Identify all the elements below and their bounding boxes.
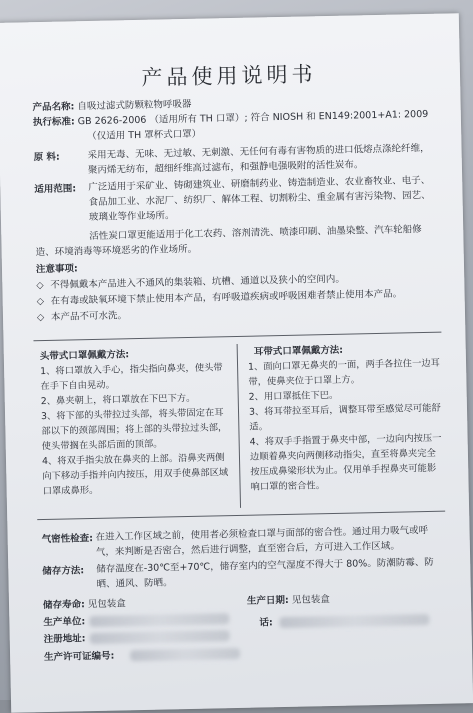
headband-steps: [40, 360, 233, 499]
license-label: 生产许可证编号:: [44, 650, 115, 664]
note-item-2: ◇ 在有毒或缺氧环境下禁止使用本产品，有呼吸道疾病或呼吸困难者禁止使用本产品。: [36, 288, 403, 308]
product-name-value: 自吸过滤式防颗粒物呼吸器: [77, 98, 192, 113]
scope-extra: 活性炭口罩更能适用于化工农药、溶剂清洗、喷漆印刷、油墨染整、汽车轮船修造、环境消毒等环境恶劣的作业场所。: [35, 224, 422, 259]
document-title: 产品使用说明书: [141, 62, 317, 90]
instruction-sheet: [0, 13, 473, 713]
product-name-row: [32, 99, 191, 114]
redacted-address: [90, 630, 230, 644]
redacted-manufacturer: [89, 613, 229, 627]
material-text: 采用无毒、无味、无过敏、无刺激、无任何有毒有害物质的进口低熔点涤纶纤维，聚丙烯无纺布，超细纤维高过滤布，和强静电强吸附的活性炭布。: [87, 142, 430, 177]
note-item-1: ◇ 不得佩戴本产品进入不通风的集装箱、坑槽、通道以及狭小的空间内。: [36, 273, 345, 292]
airtight-text: 在进入工作区域之前，使用者必须检查口罩与面部的密合性。通过用力吸气或呼气，来判断是否密合，然后进行调整，直至密合后，方可进入工作区域。: [95, 524, 429, 558]
storage-text: 储存温度在-30℃至+70℃，储存室内的空气湿度不得大于 80%。防潮防霉、防晒、通风、防晒。: [96, 556, 434, 590]
standard-label: 执行标准:: [32, 116, 75, 129]
phone-label: 话:: [259, 617, 273, 629]
headband-heading: 头带式口罩佩戴方法:: [39, 349, 130, 363]
material-label: 原 料:: [33, 151, 60, 164]
headband-step-1: 1、将口罩放入手心，指尖指向鼻夹，使头带在手下自由晃动。: [40, 362, 223, 393]
shelf-life-label: 储存寿命:: [42, 599, 85, 612]
storage-label: 储存方法:: [42, 565, 85, 578]
airtight-label: 气密性检查:: [41, 533, 94, 546]
diamond-icon: ◇: [36, 279, 44, 292]
notes-heading: 注意事项:: [35, 263, 78, 276]
standard-extra: （仅适用 TH 罩杯式口罩）: [87, 128, 202, 143]
earloop-step-3: 3、将耳带拉至耳后，调整耳带至感觉尽可能舒适。: [248, 402, 441, 433]
scope-text: 广泛适用于采矿业、铸砌建筑业、研磨制药业、铸造制造业、农业畜牧业、电子、食品加工业、水泥厂、纺织厂、解体工程、切割粉尘、重金属有害污染物、园艺、玻璃业等作业场所。: [88, 174, 431, 224]
note-item-3: ◇ 本产品不可水洗。: [36, 310, 128, 324]
shelf-life-row: [43, 598, 126, 612]
earloop-heading: 耳带式口罩佩戴方法:: [253, 344, 344, 358]
production-date-value: 见包装盒: [291, 594, 330, 606]
diamond-icon: ◇: [36, 295, 45, 308]
standard-value: GB 2626-2006 （适用所有 TH 口罩）; 符合 NIOSH 和 EN149:2001+A1: 2009: [77, 108, 429, 128]
address-label: 注册地址:: [43, 633, 86, 646]
redacted-license: [130, 648, 240, 661]
production-date-label: 生产日期:: [246, 594, 289, 607]
earloop-step-2: 2、用口罩抵住下巴。: [248, 389, 339, 403]
earloop-step-4: 4、将双手手指置于鼻夹中部，一边向内按压一边顺着鼻夹向两侧移动指尖，直至将鼻夹完全按压成鼻梁形状为止。仅用单手捏鼻夹可能影响口罩的密合性。: [249, 432, 442, 493]
production-date-row: [247, 594, 330, 608]
scope-label: 适用范围:: [34, 183, 77, 196]
redacted-phone: [279, 614, 429, 628]
headband-step-4: 4、将双手指尖放在鼻夹的上部。沿鼻夹两侧向下移动手指并向内按压，用双手使鼻部区域口罩成鼻形。: [41, 452, 229, 498]
manufacturer-label: 生产单位:: [43, 616, 86, 629]
headband-step-2: 2、鼻夹朝上，将口罩放在下巴下方。: [40, 392, 196, 408]
headband-step-3: 3、将下部的头带拉过头部，将头带固定在耳部以下的颈部周围；将上部的头带拉过头部，使头带搁在头部后面的顶部。: [40, 407, 228, 453]
diamond-icon: ◇: [36, 311, 45, 324]
shelf-life-value: 见包装盒: [87, 598, 126, 611]
product-name-label: 产品名称:: [32, 101, 75, 114]
earloop-steps: [248, 356, 443, 495]
earloop-step-1: 1、面向口罩无鼻夹的一面，两手各拉住一边耳带，使鼻夹位于口罩上方。: [247, 357, 441, 388]
